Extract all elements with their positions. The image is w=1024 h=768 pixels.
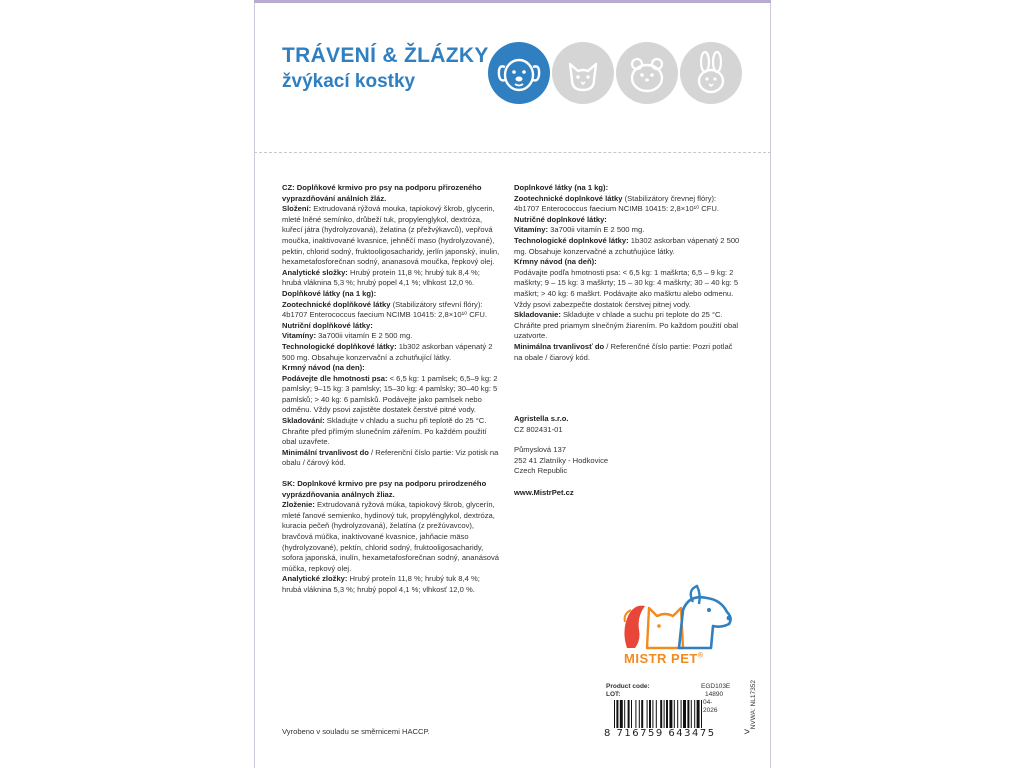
barcode-arrow: > (744, 727, 750, 738)
cz-storage: Skladujte v chladu a suchu při teplotě do 25 °C. Chraňte před přímým slunečním zářením. Po každém použití obal uzavřete. (282, 416, 487, 447)
cz-analytical: Hrubý protein 11,8 %; hrubý tuk 8,4 %; hrubá vláknina 5,3 %; hrubý popel 4,1 %; vlhkost 12,0 %. (282, 267, 480, 288)
company-address: Půmyslová 137 252 41 Zlatníky - Hodkovice Czech Republic (514, 445, 609, 476)
cat-icon (552, 42, 614, 104)
sk-section: SK: Doplnkové krmivo pre psy na podporu prirodzeného vyprázdňovania análnych žliaz. Zloženie: Extrudovaná ryžová múka, tapiokový škrob, glycerín, mleté ľanové semienko, hydinový tuk, propylénglykol, dextróza, kuracia pečeň (hydrolyzovaná), želatína (z prežúvavcov), bravčová múčka, inaktivované kvasnice, jahňacie mäso (hydrolyzované), pektín, chlorid sodný, fruktooligosacharidy, sofora japonská, inulín, hexametafosforečnan sodný, ananásová múčka, repkový olej. Analytické zložky: Hrubý proteín 11,8 %; hrubý tuk 8,4 %; hrubá vláknina 5,3 %; hrubý popol 4,1 %; vlhkosť 12,0 %. (282, 479, 499, 594)
cz-section: CZ: Doplňkové krmivo pro psy na podporu přirozeného vyprazdňování análních žláz. Složení: Extrudovaná rýžová mouka, tapiokový škrob, glycerin, mleté lněné semínko, drůbeží tuk, propylenglykol, dextróza, kuřecí játra (hydrolyzovaná), želatina (z přežvýkavců), vepřová moučka, inaktivované kvasnice, jehněčí maso (hydrolyzované), pektin, chlorid sodný, fruktooligosacharidy, jerlín japonský, inulin, hexametafosforečnan sodný, ananasová moučka, řepkový olej. Analytické složky: Hrubý protein 11,8 %; hrubý tuk 8,4 %; hrubá vláknina 5,3 %; hrubý popel 4,1 %; vlhkost 12,0 %. Doplňkové látky (na 1 kg): Zootechnické doplňkové látky (Stabilizátory střevní flóry): 4b1707 Enterococcus faecium NCIMB 10415: 2,8×10¹⁰ CFU. Nutriční doplňkové látky: Vitamíny: 3a700ii vitamín E 2 500 mg. Technologické doplňkové látky: 1b302 askorban vápenatý 2 500 mg. Obsahuje konzervační a zchutňující látky. Krmný návod (na den): Podávejte dle hmotnosti psa: < 6,5 kg: 1 pamlsek; 6,5–9 kg: 2 pamlsky; 9–15 kg: 3 pamlsky; 15–30 kg: 4 pamlsky; 30–40 kg: 5 pamlsků; > 40 kg: 6 pamlsků. Podávejte jako pamlsek nebo odměnu. Vždy psovi zajistěte dostatek čerstvé pitné vody. Skladování: Skladujte v chladu a suchu při teplotě do 25 °C. Chraňte před přímým slunečním zářením. Po každém použití obal uzavřete. Minimální trvanlivost do / Referenční číslo partie: Viz potisk na obalu / čárový kód. (282, 183, 500, 468)
product-code: EGD103E (701, 683, 731, 690)
dog-icon (488, 42, 550, 104)
barcode-digits: 8 716759 643475 (604, 728, 744, 739)
haccp-note: Vyrobeno v souladu se směrnicemi HACCP. (282, 727, 430, 736)
cz-ingredients: Extrudovaná rýžová mouka, tapiokový škrob, glycerin, mleté lněné semínko, drůbeží tuk, propylenglykol, dextróza, kuřecí játra (hydrolyzovaná), želatina (z přežvýkavců), vepřová moučka, inaktivované kvasnice, jehněčí maso (hydrolyzované), pektin, chlorid sodný, fruktooligosacharidy, jerlín japonský, inulin, hexametafosforečnan sodný, ananasová moučka, řepkový olej. (282, 204, 500, 267)
header-divider (254, 152, 771, 154)
cz-heading: CZ: Doplňkové krmivo pro psy na podporu přirozeného vyprazdňování análních žláz. (282, 183, 482, 203)
company-block (514, 414, 568, 435)
product-title: TRÁVENÍ & ŽLÁZKY (282, 44, 489, 67)
right-column (514, 183, 742, 363)
company-name: Agristella s.r.o. (514, 414, 569, 423)
nvwa-code: NVWA: NL17352 (750, 680, 757, 730)
product-codes: Product code: EGD103E LOT: 14890 04-2026 (606, 683, 731, 714)
left-column (282, 183, 500, 596)
label-top-border (254, 0, 771, 3)
product-subtitle: žvýkací kostky (282, 71, 416, 92)
registered-mark: ® (697, 652, 704, 660)
sk-heading: SK: Doplnkové krmivo pre psy na podporu prirodzeného vyprázdňovania análnych žliaz. (282, 479, 487, 499)
expiry-date: 04-2026 (703, 699, 718, 714)
lot-number: 14890 (705, 691, 724, 698)
cz-feeding: < 6,5 kg: 1 pamlsek; 6,5–9 kg: 2 pamlsky; 9–15 kg: 3 pamlsky; 15–30 kg: 4 pamlsky; 30–40 kg: 5 pamlsků; > 40 kg: 6 pamlsků. Podávejte jako pamlsek nebo odměnu. Vždy psovi zajistěte dostatek čerstvé pitné vody. (282, 373, 498, 415)
sk-analytical: Hrubý proteín 11,8 %; hrubý tuk 8,4 %; hrubá vláknina 5,3 %; hrubý popol 4,1 %; vlhkosť 12,0 %. (282, 574, 480, 594)
website-link[interactable]: www.MistrPet.cz (514, 488, 574, 497)
company-id: CZ 802431-01 (514, 424, 563, 434)
sk-storage: Skladujte v chlade a suchu pri teplote do 25 °C. Chráňte pred priamym slnečným žiarením. Po každom použití obal uzatvorte. (514, 310, 739, 341)
sk-ingredients: Extrudovaná ryžová múka, tapiokový škrob, glycerín, mleté ľanové semienko, hydinový tuk, propylénglykol, dextróza, kuracia pečeň (hydrolyzovaná), želatína (z prežúvavcov), bravčová múčka, inaktivované kvasnice, jahňacie mäso (hydrolyzované), pektín, chlorid sodný, fruktooligosacharidy, sofora japonská, inulín, hexametafosforečnan sodný, ananásová múčka, repkový olej. (282, 500, 499, 573)
brand-name: MISTR PET® (624, 651, 704, 666)
hamster-icon (616, 42, 678, 104)
sk-feeding: Podávajte podľa hmotnosti psa: < 6,5 kg: 1 maškrta; 6,5 – 9 kg: 2 maškrty; 9 – 15 kg: 3 maškrty; 15 – 30 kg: 4 maškrty; 30 – 40 kg: 5 maškrt; > 40 kg: 6 maškrt. Podávajte ako maškrtu alebo odmenu. Vždy psovi zabezpečte dostatok čerstvej pitnej vody. (514, 267, 739, 309)
sk-continuation: Doplnkové látky (na 1 kg): Zootechnické doplnkové látky (Stabilizátory črevnej flóry): 4b1707 Enterococcus faecium NCIMB 10415: 2,8×10¹⁰ CFU. Nutričné doplnkové látky: Vitamíny: 3a700ii vitamín E 2 500 mg. Technologické doplnkové látky: 1b302 askorban vápenatý 2 500 mg. Obsahuje konzervačné a zchutňujúce látky. Kŕmny návod (na deň): Podávajte podľa hmotnosti psa: < 6,5 kg: 1 maškrta; 6,5 – 9 kg: 2 maškrty; 9 – 15 kg: 3 maškrty; 15 – 30 kg: 4 maškrty; 30 – 40 kg: 5 maškrt; > 40 kg: 6 maškrt. Podávajte ako maškrtu alebo odmenu. Vždy psovi zabezpečte dostatok čerstvej pitnej vody. Skladovanie: Skladujte v chlade a suchu pri teplote do 25 °C. Chráňte pred priamym slnečným žiarením. Po každom použití obal uzatvorte. Minimálna trvanlivosť do / Referenčné číslo partie: Pozri potlač na obale / čiarový kód. (514, 183, 740, 362)
rabbit-icon (680, 42, 742, 104)
company-web (514, 488, 574, 499)
